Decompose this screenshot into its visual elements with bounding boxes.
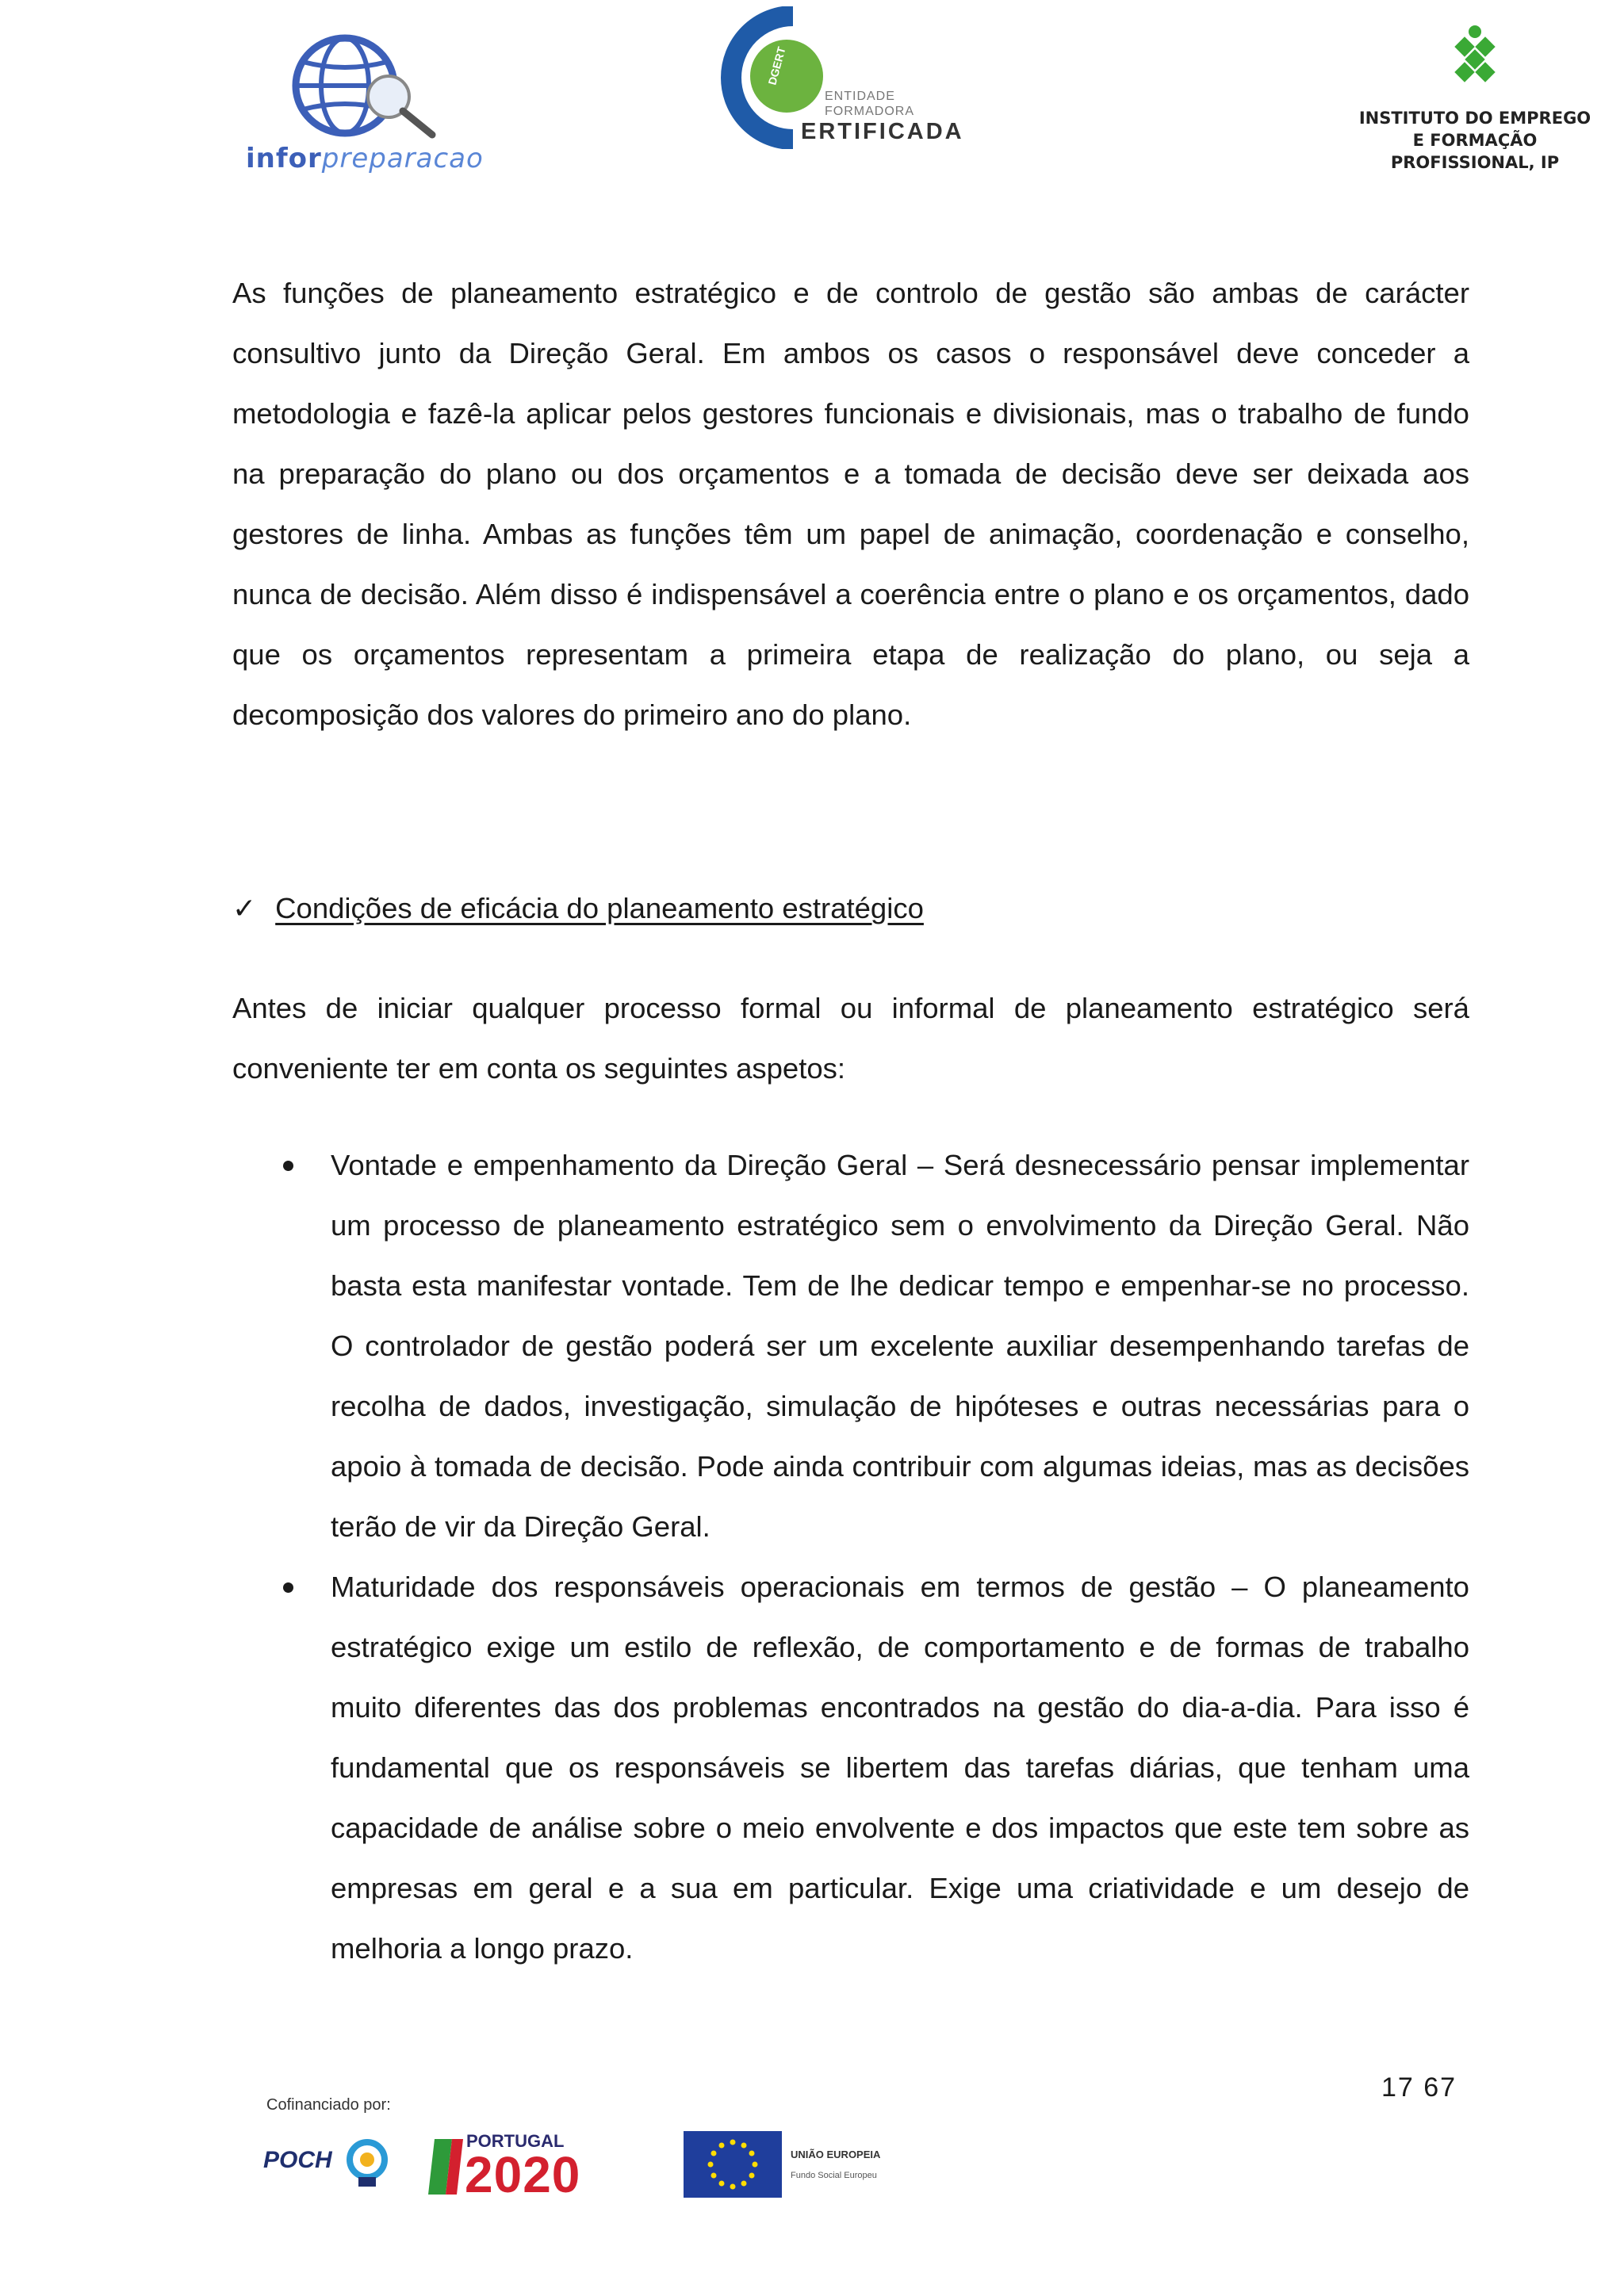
- poch-emblem-icon: [341, 2136, 393, 2191]
- poch-logo: [262, 2125, 396, 2204]
- eu-flag-icon: [684, 2131, 782, 2198]
- dgert-entity-text: ENTIDADE FORMADORA: [825, 90, 914, 118]
- year-2020: 2020: [465, 2146, 581, 2203]
- inforpreparacao-wordmark: inforpreparacao: [246, 143, 484, 174]
- globe-magnifier-icon: [238, 24, 468, 143]
- paragraph-strategic-functions: As funções de planeamento estratégico e de controlo de gestão são ambas de carácter consultivo junto da Direção Geral. Em ambos os casos o responsável deve conceder a metodologia e fazê-la aplicar pelos gestores funcionais e divisionais, mas o trabalho de fundo na preparação do plano ou dos orçamentos e a tomada de decisão deve ser deixada aos gestores de linha. Ambas as funções têm um papel de animação, coordenação e conselho, nunca de decisão. Além disso é indispensável a coerência entre o plano e os orçamentos, dado que os orçamentos representam a primeira etapa de realização do plano, ou seja a decomposição dos valores do primeiro ano do plano.: [232, 277, 1469, 731]
- page-number: 17 67: [1381, 2072, 1457, 2103]
- portugal-flag-icon: [428, 2134, 463, 2198]
- dgert-certificada-text: ERTIFICADA: [801, 119, 964, 144]
- portugal-2020-logo: [428, 2125, 650, 2204]
- checkmark-icon: ✓: [232, 892, 257, 924]
- list-item: [232, 1135, 1469, 1557]
- dgert-certified-logo: [714, 6, 964, 149]
- aspects-list: [232, 1135, 1469, 1979]
- list-item-text: Maturidade dos responsáveis operacionais em termos de gestão – O planeamento estratégico exige um estilo de reflexão, de comportamento e de formas de trabalho muito diferentes das dos problemas encontrados na gestão do dia-a-dia. Para isso é fundamental que os responsáveis se libertem das tarefas diárias, que tenham uma capacidade de análise sobre o meio envolvente e dos impactos que este tem sobre as empresas em geral e a sua em particular. Exige uma criatividade e um desejo de melhoria a longo prazo.: [331, 1571, 1469, 1965]
- inforpreparacao-logo: [238, 24, 484, 174]
- list-item: [232, 1557, 1469, 1979]
- portugal-wordmark: PORTUGAL: [466, 2131, 565, 2151]
- iefp-name: INSTITUTO DO EMPREGO E FORMAÇÃO PROFISSIONAL, IP: [1358, 109, 1591, 172]
- paragraph-intro-aspects: Antes de iniciar qualquer processo formal ou informal de planeamento estratégico será conveniente ter em conta os seguintes aspetos:: [232, 992, 1469, 1085]
- cofinanciado-label: Cofinanciado por:: [266, 2096, 391, 2114]
- dgert-side-text: DGERT: [765, 45, 788, 86]
- eu-fund-name: Fundo Social Europeu: [791, 2171, 877, 2180]
- section-heading-title: Condições de eficácia do planeamento estratégico: [275, 892, 924, 924]
- eu-name: UNIÃO EUROPEIA: [791, 2149, 881, 2160]
- iefp-logo: [1340, 24, 1610, 172]
- section-heading: [232, 878, 924, 939]
- bullet-icon: [283, 1582, 293, 1593]
- poch-wordmark: POCH: [263, 2147, 332, 2173]
- eu-logo: [684, 2131, 906, 2202]
- bullet-icon: [283, 1161, 293, 1171]
- list-item-text: Vontade e empenhamento da Direção Geral – Será desnecessário pensar implementar um processo de planeamento estratégico sem o envolvimento da Direção Geral. Não basta esta manifestar vontade. Tem de lhe dedicar tempo e empenhar-se no processo. O controlador de gestão poderá ser um excelente auxiliar desempenhando tarefas de recolha de dados, investigação, simulação de hipóteses e outras necessárias para o apoio à tomada de decisão. Pode ainda contribuir com algumas ideias, mas as decisões terão de vir da Direção Geral.: [331, 1149, 1469, 1543]
- iefp-emblem-icon: [1340, 24, 1610, 103]
